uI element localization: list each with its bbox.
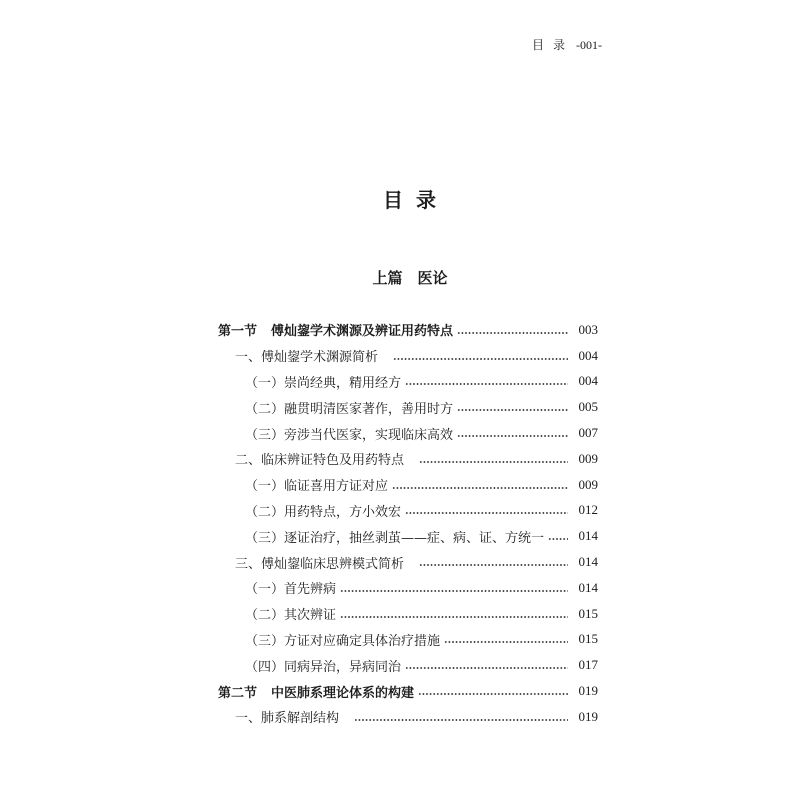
toc-entry-title: （三）方证对应确定具体治疗措施 xyxy=(245,633,441,649)
toc-entry-title: （一）首先辨病 xyxy=(245,582,337,598)
toc-subentry xyxy=(218,523,598,549)
dot-leader xyxy=(457,332,568,334)
toc-page-number: 005 xyxy=(578,399,598,415)
toc-page-number: 014 xyxy=(578,528,598,544)
toc-entry-title: （一）崇尚经典，精用经方 xyxy=(245,375,402,391)
toc-entry-title: （二）其次辨证 xyxy=(245,608,337,624)
toc-chapter-entry xyxy=(218,343,598,369)
toc-entry-title: （四）同病异治，异病同治 xyxy=(245,659,402,675)
toc-chapter-entry xyxy=(218,549,598,575)
toc-page-number: 019 xyxy=(578,683,598,699)
toc-chapter-entry xyxy=(218,704,598,730)
toc-subentry xyxy=(218,472,598,498)
toc-entry-title: （二）用药特点，方小效宏 xyxy=(245,504,402,520)
toc-subentry xyxy=(218,627,598,653)
toc-entry-title: 一、傅灿鋆学术渊源简析 xyxy=(235,350,379,366)
dot-leader xyxy=(405,383,568,385)
running-header-title: 目 录 xyxy=(531,38,568,52)
toc-page-number: 015 xyxy=(578,631,598,647)
toc-subentry xyxy=(218,601,598,627)
dot-leader xyxy=(340,590,568,592)
toc-chapter-entry xyxy=(218,446,598,472)
dot-leader xyxy=(405,512,568,514)
dot-leader xyxy=(419,564,568,566)
toc-section-label: 第一节 xyxy=(218,324,258,340)
dot-leader xyxy=(457,435,568,437)
toc-page-number: 019 xyxy=(578,708,598,724)
running-header xyxy=(532,37,602,53)
toc-section-label: 第二节 xyxy=(218,685,258,701)
dot-leader xyxy=(354,719,568,721)
dot-leader xyxy=(393,358,568,360)
toc-entry-title: 傅灿鋆学术渊源及辨证用药特点 xyxy=(271,324,454,340)
toc-page-number: 004 xyxy=(578,347,598,363)
toc-entry-title: （二）融贯明清医家著作，善用时方 xyxy=(245,401,454,417)
table-of-contents xyxy=(218,317,598,730)
toc-entry-title: 一、肺系解剖结构 xyxy=(235,711,340,727)
toc-entry-title: （一）临证喜用方证对应 xyxy=(245,479,389,495)
toc-page-number: 015 xyxy=(578,605,598,621)
dot-leader xyxy=(548,538,568,540)
toc-section-entry xyxy=(218,317,598,343)
dot-leader xyxy=(444,641,568,643)
dot-leader xyxy=(418,693,568,695)
toc-entry-title: 二、临床辨证特色及用药特点 xyxy=(235,453,405,469)
page-title: 目 录 xyxy=(383,188,439,212)
running-header-page-number: -001- xyxy=(576,38,602,52)
toc-page-number: 014 xyxy=(578,579,598,595)
toc-page-number: 003 xyxy=(578,321,598,337)
toc-subentry xyxy=(218,420,598,446)
toc-entry-title: 中医肺系理论体系的构建 xyxy=(271,685,415,701)
dot-leader xyxy=(340,616,568,618)
toc-page-number: 014 xyxy=(578,554,598,570)
dot-leader xyxy=(419,461,568,463)
toc-page-number: 017 xyxy=(578,657,598,673)
toc-section-entry xyxy=(218,678,598,704)
part-title: 上篇 医论 xyxy=(372,269,448,287)
toc-entry-title: 三、傅灿鋆临床思辨模式简析 xyxy=(235,556,405,572)
toc-subentry xyxy=(218,498,598,524)
toc-entry-title: （三）逐证治疗，抽丝剥茧——症、病、证、方统一 xyxy=(245,530,545,546)
toc-page-number: 012 xyxy=(578,502,598,518)
toc-entry-title: （三）旁涉当代医家，实现临床高效 xyxy=(245,427,454,443)
dot-leader xyxy=(392,487,568,489)
toc-page-number: 009 xyxy=(578,450,598,466)
toc-subentry xyxy=(218,394,598,420)
toc-subentry xyxy=(218,575,598,601)
toc-page-number: 007 xyxy=(578,425,598,441)
dot-leader xyxy=(457,409,568,411)
dot-leader xyxy=(405,667,568,669)
toc-page-number: 009 xyxy=(578,476,598,492)
toc-subentry xyxy=(218,369,598,395)
toc-subentry xyxy=(218,652,598,678)
toc-page-number: 004 xyxy=(578,373,598,389)
